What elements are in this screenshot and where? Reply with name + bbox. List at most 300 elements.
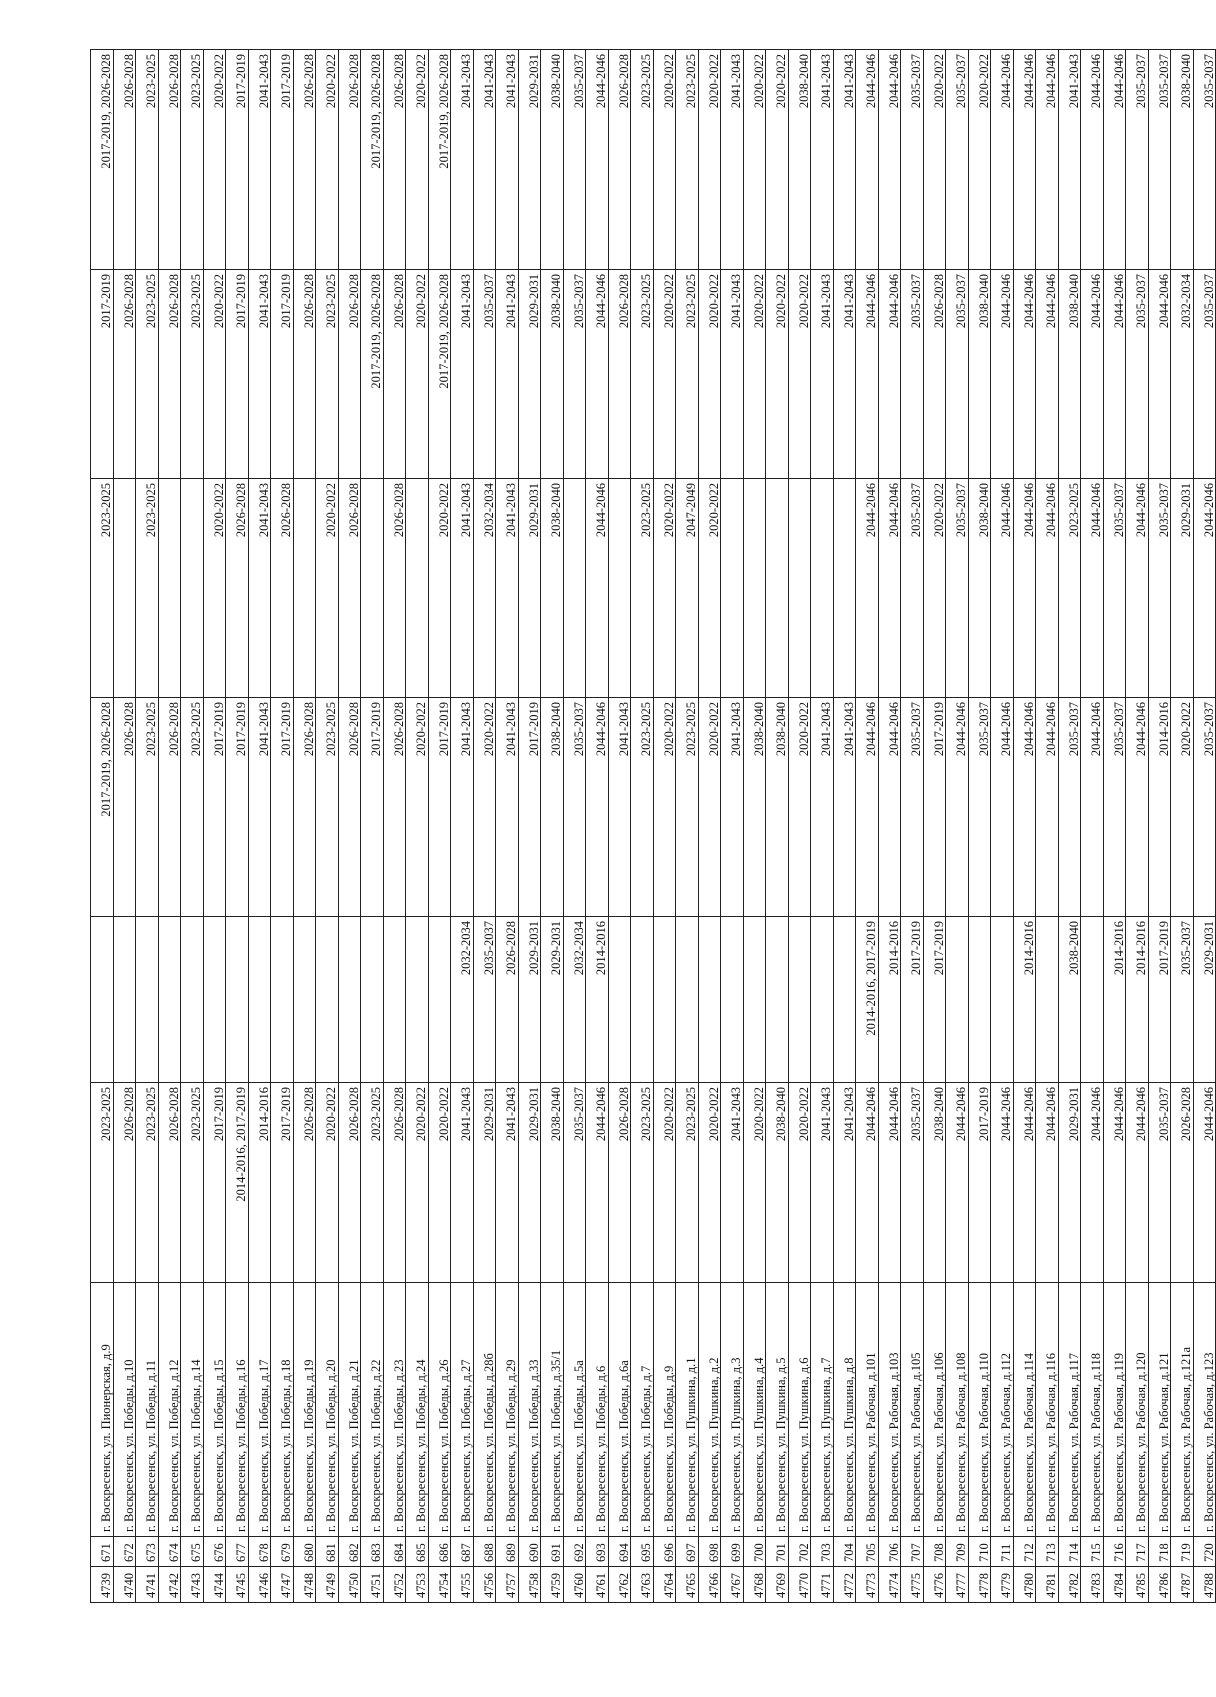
table-row (451, 50, 474, 1603)
item-number-cell: 711 (991, 1537, 1014, 1567)
table-row (1013, 50, 1036, 1603)
period-e-cell: 2041-2043 (721, 270, 744, 479)
period-a-cell: 2026-2028 (113, 1083, 136, 1283)
table-row (833, 50, 856, 1603)
period-b-cell (676, 917, 699, 1083)
address-cell: г. Воскресенск, ул. Пушкина, д.7 (811, 1283, 834, 1537)
period-c-cell: 2044-2046 (991, 698, 1014, 917)
period-f-cell: 2035-2037 (901, 50, 924, 270)
table-row (653, 50, 676, 1603)
row-number-cell: 4766 (698, 1567, 721, 1603)
address-cell: г. Воскресенск, ул. Пушкина, д.4 (743, 1283, 766, 1537)
table-row (316, 50, 339, 1603)
period-b-cell (248, 917, 271, 1083)
address-cell: г. Воскресенск, ул. Пушкина, д.1 (676, 1283, 699, 1537)
period-d-cell (181, 479, 204, 698)
period-a-cell: 2044-2046 (586, 1083, 609, 1283)
period-b-cell (181, 917, 204, 1083)
period-a-cell: 2035-2037 (1148, 1083, 1171, 1283)
period-a-cell: 2026-2028 (383, 1083, 406, 1283)
period-a-cell: 2020-2022 (428, 1083, 451, 1283)
address-cell: г. Воскресенск, ул. Пушкина, д.8 (833, 1283, 856, 1537)
table-row (248, 50, 271, 1603)
period-e-cell: 2026-2028 (338, 270, 361, 479)
item-number-cell: 696 (653, 1537, 676, 1567)
period-c-cell: 2035-2037 (1058, 698, 1081, 917)
period-d-cell: 2044-2046 (1036, 479, 1059, 698)
period-b-cell (743, 917, 766, 1083)
address-cell: г. Воскресенск, ул. Победы, д.14 (181, 1283, 204, 1537)
period-d-cell: 2035-2037 (1148, 479, 1171, 698)
repair-schedule-table (90, 49, 1216, 1603)
address-cell: г. Воскресенск, ул. Победы, д.10 (113, 1283, 136, 1537)
period-a-cell: 2023-2025 (631, 1083, 654, 1283)
item-number-cell: 683 (361, 1537, 384, 1567)
address-cell: г. Воскресенск, ул. Победы, д.15 (203, 1283, 226, 1537)
period-c-cell: 2035-2037 (1193, 698, 1216, 917)
address-cell: г. Воскресенск, ул. Пушкина, д.2 (698, 1283, 721, 1537)
address-cell: г. Воскресенск, ул. Победы, д.6а (608, 1283, 631, 1537)
period-e-cell: 2017-2019 (271, 270, 294, 479)
row-number-cell: 4755 (451, 1567, 474, 1603)
period-d-cell: 2020-2022 (428, 479, 451, 698)
period-a-cell: 2038-2040 (923, 1083, 946, 1283)
item-number-cell: 703 (811, 1537, 834, 1567)
period-b-cell (338, 917, 361, 1083)
table-row (271, 50, 294, 1603)
address-cell: г. Воскресенск, ул. Победы, д.6 (586, 1283, 609, 1537)
row-number-cell: 4754 (428, 1567, 451, 1603)
period-c-cell: 2026-2028 (158, 698, 181, 917)
period-d-cell: 2041-2043 (248, 479, 271, 698)
period-b-cell: 2035-2037 (473, 917, 496, 1083)
row-number-cell: 4788 (1193, 1567, 1216, 1603)
address-cell: г. Воскресенск, ул. Пушкина, д.6 (788, 1283, 811, 1537)
period-c-cell: 2026-2028 (293, 698, 316, 917)
period-d-cell (563, 479, 586, 698)
period-f-cell: 2044-2046 (1013, 50, 1036, 270)
item-number-cell: 713 (1036, 1537, 1059, 1567)
period-c-cell: 2020-2022 (653, 698, 676, 917)
period-b-cell (811, 917, 834, 1083)
period-f-cell: 2041-2043 (451, 50, 474, 270)
period-d-cell: 2044-2046 (1193, 479, 1216, 698)
period-b-cell: 2029-2031 (1193, 917, 1216, 1083)
period-a-cell: 2044-2046 (1193, 1083, 1216, 1283)
period-d-cell: 2044-2046 (878, 479, 901, 698)
period-c-cell: 2017-2019 (428, 698, 451, 917)
period-f-cell: 2023-2025 (181, 50, 204, 270)
address-cell: г. Воскресенск, ул. Рабочая, д.108 (946, 1283, 969, 1537)
period-e-cell: 2017-2019 (91, 270, 114, 479)
table-row (811, 50, 834, 1603)
item-number-cell: 692 (563, 1537, 586, 1567)
table-row (1148, 50, 1171, 1603)
period-b-cell: 2035-2037 (1171, 917, 1194, 1083)
period-a-cell: 2026-2028 (608, 1083, 631, 1283)
period-d-cell: 2023-2025 (1058, 479, 1081, 698)
period-c-cell: 2044-2046 (1013, 698, 1036, 917)
period-d-cell: 2020-2022 (316, 479, 339, 698)
item-number-cell: 714 (1058, 1537, 1081, 1567)
period-a-cell: 2044-2046 (1013, 1083, 1036, 1283)
address-cell: г. Воскресенск, ул. Победы, д.17 (248, 1283, 271, 1537)
address-cell: г. Воскресенск, ул. Победы, д.18 (271, 1283, 294, 1537)
period-e-cell: 2041-2043 (833, 270, 856, 479)
item-number-cell: 688 (473, 1537, 496, 1567)
period-d-cell: 2023-2025 (136, 479, 159, 698)
period-b-cell (991, 917, 1014, 1083)
address-cell: г. Воскресенск, ул. Победы, д.21 (338, 1283, 361, 1537)
period-f-cell: 2035-2037 (1193, 50, 1216, 270)
period-a-cell: 2044-2046 (856, 1083, 879, 1283)
row-number-cell: 4747 (271, 1567, 294, 1603)
row-number-cell: 4779 (991, 1567, 1014, 1603)
item-number-cell: 677 (226, 1537, 249, 1567)
period-c-cell: 2041-2043 (721, 698, 744, 917)
period-b-cell: 2038-2040 (1058, 917, 1081, 1083)
rotated-page (90, 50, 1214, 1603)
period-d-cell (406, 479, 429, 698)
table-row (136, 50, 159, 1603)
period-a-cell: 2044-2046 (1126, 1083, 1149, 1283)
item-number-cell: 691 (541, 1537, 564, 1567)
period-b-cell: 2014-2016 (586, 917, 609, 1083)
table-row (158, 50, 181, 1603)
period-e-cell: 2017-2019, 2026-2028 (428, 270, 451, 479)
table-row (496, 50, 519, 1603)
item-number-cell: 698 (698, 1537, 721, 1567)
period-c-cell: 2026-2028 (338, 698, 361, 917)
period-d-cell (361, 479, 384, 698)
period-a-cell: 2023-2025 (676, 1083, 699, 1283)
row-number-cell: 4778 (968, 1567, 991, 1603)
table-row (406, 50, 429, 1603)
table-row (1171, 50, 1194, 1603)
table-row (1193, 50, 1216, 1603)
table-row (968, 50, 991, 1603)
period-d-cell (608, 479, 631, 698)
period-d-cell: 2044-2046 (856, 479, 879, 698)
period-f-cell: 2017-2019 (271, 50, 294, 270)
period-b-cell (1036, 917, 1059, 1083)
period-b-cell (833, 917, 856, 1083)
period-a-cell: 2017-2019 (203, 1083, 226, 1283)
row-number-cell: 4750 (338, 1567, 361, 1603)
period-f-cell: 2023-2025 (136, 50, 159, 270)
period-b-cell: 2032-2034 (451, 917, 474, 1083)
period-e-cell: 2044-2046 (586, 270, 609, 479)
item-number-cell: 675 (181, 1537, 204, 1567)
period-f-cell: 2041-2043 (721, 50, 744, 270)
period-a-cell: 2014-2016, 2017-2019 (226, 1083, 249, 1283)
period-d-cell (113, 479, 136, 698)
period-c-cell: 2044-2046 (856, 698, 879, 917)
period-d-cell (721, 479, 744, 698)
table-row (1058, 50, 1081, 1603)
address-cell: г. Воскресенск, ул. Пушкина, д.3 (721, 1283, 744, 1537)
period-c-cell: 2023-2025 (676, 698, 699, 917)
period-d-cell (766, 479, 789, 698)
row-number-cell: 4769 (766, 1567, 789, 1603)
table-row (676, 50, 699, 1603)
row-number-cell: 4762 (608, 1567, 631, 1603)
period-e-cell: 2023-2025 (676, 270, 699, 479)
period-d-cell: 2044-2046 (991, 479, 1014, 698)
item-number-cell: 712 (1013, 1537, 1036, 1567)
period-c-cell: 2041-2043 (496, 698, 519, 917)
item-number-cell: 719 (1171, 1537, 1194, 1567)
period-b-cell (608, 917, 631, 1083)
item-number-cell: 708 (923, 1537, 946, 1567)
period-e-cell: 2032-2034 (1171, 270, 1194, 479)
period-d-cell: 2044-2046 (586, 479, 609, 698)
period-f-cell: 2041-2043 (473, 50, 496, 270)
period-a-cell: 2038-2040 (541, 1083, 564, 1283)
address-cell: г. Воскресенск, ул. Победы, д.28б (473, 1283, 496, 1537)
item-number-cell: 673 (136, 1537, 159, 1567)
item-number-cell: 695 (631, 1537, 654, 1567)
period-c-cell: 2035-2037 (563, 698, 586, 917)
period-d-cell: 2020-2022 (653, 479, 676, 698)
row-number-cell: 4774 (878, 1567, 901, 1603)
address-cell: г. Воскресенск, ул. Победы, д.12 (158, 1283, 181, 1537)
period-f-cell: 2038-2040 (1171, 50, 1194, 270)
period-b-cell (406, 917, 429, 1083)
row-number-cell: 4761 (586, 1567, 609, 1603)
period-f-cell: 2044-2046 (878, 50, 901, 270)
period-a-cell: 2026-2028 (293, 1083, 316, 1283)
row-number-cell: 4773 (856, 1567, 879, 1603)
period-c-cell: 2017-2019, 2026-2028 (91, 698, 114, 917)
period-b-cell (136, 917, 159, 1083)
item-number-cell: 681 (316, 1537, 339, 1567)
period-a-cell: 2020-2022 (406, 1083, 429, 1283)
row-number-cell: 4765 (676, 1567, 699, 1603)
item-number-cell: 690 (518, 1537, 541, 1567)
row-number-cell: 4757 (496, 1567, 519, 1603)
period-c-cell: 2020-2022 (788, 698, 811, 917)
table-row (698, 50, 721, 1603)
period-e-cell: 2044-2046 (991, 270, 1014, 479)
period-f-cell: 2026-2028 (158, 50, 181, 270)
row-number-cell: 4749 (316, 1567, 339, 1603)
item-number-cell: 707 (901, 1537, 924, 1567)
item-number-cell: 689 (496, 1537, 519, 1567)
period-b-cell (698, 917, 721, 1083)
period-a-cell: 2044-2046 (946, 1083, 969, 1283)
period-c-cell: 2014-2016 (1148, 698, 1171, 917)
period-c-cell: 2041-2043 (811, 698, 834, 917)
table-row (181, 50, 204, 1603)
table-row (293, 50, 316, 1603)
table-row (743, 50, 766, 1603)
period-e-cell: 2035-2037 (1126, 270, 1149, 479)
item-number-cell: 710 (968, 1537, 991, 1567)
period-f-cell: 2026-2028 (338, 50, 361, 270)
period-a-cell: 2023-2025 (91, 1083, 114, 1283)
address-cell: г. Воскресенск, ул. Пионерская, д.9 (91, 1283, 114, 1537)
row-number-cell: 4784 (1103, 1567, 1126, 1603)
period-f-cell: 2038-2040 (541, 50, 564, 270)
row-number-cell: 4763 (631, 1567, 654, 1603)
period-c-cell: 2041-2043 (833, 698, 856, 917)
address-cell: г. Воскресенск, ул. Победы, д.35/1 (541, 1283, 564, 1537)
period-c-cell: 2017-2019 (923, 698, 946, 917)
item-number-cell: 678 (248, 1537, 271, 1567)
period-e-cell: 2020-2022 (766, 270, 789, 479)
period-a-cell: 2017-2019 (968, 1083, 991, 1283)
row-number-cell: 4785 (1126, 1567, 1149, 1603)
row-number-cell: 4756 (473, 1567, 496, 1603)
address-cell: г. Воскресенск, ул. Рабочая, д.123 (1193, 1283, 1216, 1537)
table-row (91, 50, 114, 1603)
period-e-cell: 2026-2028 (608, 270, 631, 479)
period-e-cell: 2041-2043 (248, 270, 271, 479)
item-number-cell: 709 (946, 1537, 969, 1567)
period-b-cell (653, 917, 676, 1083)
table-row (946, 50, 969, 1603)
period-b-cell: 2017-2019 (1148, 917, 1171, 1083)
period-b-cell: 2029-2031 (541, 917, 564, 1083)
period-f-cell: 2020-2022 (743, 50, 766, 270)
address-cell: г. Воскресенск, ул. Рабочая, д.105 (901, 1283, 924, 1537)
period-c-cell: 2041-2043 (608, 698, 631, 917)
period-e-cell: 2035-2037 (563, 270, 586, 479)
period-f-cell: 2023-2025 (676, 50, 699, 270)
period-c-cell: 2026-2028 (383, 698, 406, 917)
period-b-cell (226, 917, 249, 1083)
address-cell: г. Воскресенск, ул. Победы, д.7 (631, 1283, 654, 1537)
item-number-cell: 697 (676, 1537, 699, 1567)
period-c-cell: 2044-2046 (878, 698, 901, 917)
item-number-cell: 684 (383, 1537, 406, 1567)
period-f-cell: 2026-2028 (293, 50, 316, 270)
period-e-cell: 2023-2025 (316, 270, 339, 479)
period-c-cell: 2017-2019 (518, 698, 541, 917)
address-cell: г. Воскресенск, ул. Победы, д.23 (383, 1283, 406, 1537)
item-number-cell: 699 (721, 1537, 744, 1567)
row-number-cell: 4743 (181, 1567, 204, 1603)
table-row (1081, 50, 1104, 1603)
period-d-cell: 2023-2025 (91, 479, 114, 698)
period-c-cell: 2017-2019 (226, 698, 249, 917)
row-number-cell: 4786 (1148, 1567, 1171, 1603)
address-cell: г. Воскресенск, ул. Пушкина, д.5 (766, 1283, 789, 1537)
period-c-cell: 2044-2046 (1081, 698, 1104, 917)
address-cell: г. Воскресенск, ул. Победы, д.16 (226, 1283, 249, 1537)
address-cell: г. Воскресенск, ул. Рабочая, д.103 (878, 1283, 901, 1537)
period-f-cell: 2017-2019, 2026-2028 (361, 50, 384, 270)
period-d-cell: 2038-2040 (541, 479, 564, 698)
period-d-cell: 2029-2031 (518, 479, 541, 698)
period-f-cell: 2044-2046 (1103, 50, 1126, 270)
row-number-cell: 4781 (1036, 1567, 1059, 1603)
row-number-cell: 4744 (203, 1567, 226, 1603)
period-b-cell (91, 917, 114, 1083)
period-d-cell: 2032-2034 (473, 479, 496, 698)
row-number-cell: 4745 (226, 1567, 249, 1603)
period-d-cell: 2026-2028 (271, 479, 294, 698)
period-e-cell: 2023-2025 (181, 270, 204, 479)
period-f-cell: 2023-2025 (631, 50, 654, 270)
period-a-cell: 2038-2040 (766, 1083, 789, 1283)
period-f-cell: 2035-2037 (1126, 50, 1149, 270)
period-a-cell: 2026-2028 (1171, 1083, 1194, 1283)
period-e-cell: 2041-2043 (811, 270, 834, 479)
period-d-cell: 2044-2046 (1126, 479, 1149, 698)
period-c-cell: 2035-2037 (901, 698, 924, 917)
period-f-cell: 2044-2046 (856, 50, 879, 270)
address-cell: г. Воскресенск, ул. Рабочая, д.101 (856, 1283, 879, 1537)
period-c-cell: 2020-2022 (698, 698, 721, 917)
period-b-cell: 2032-2034 (563, 917, 586, 1083)
table-row (518, 50, 541, 1603)
address-cell: г. Воскресенск, ул. Победы, д.29 (496, 1283, 519, 1537)
row-number-cell: 4780 (1013, 1567, 1036, 1603)
period-e-cell: 2044-2046 (1103, 270, 1126, 479)
address-cell: г. Воскресенск, ул. Рабочая, д.116 (1036, 1283, 1059, 1537)
period-b-cell (968, 917, 991, 1083)
row-number-cell: 4787 (1171, 1567, 1194, 1603)
period-d-cell: 2026-2028 (226, 479, 249, 698)
table-row (338, 50, 361, 1603)
period-f-cell: 2041-2043 (1058, 50, 1081, 270)
period-f-cell: 2044-2046 (586, 50, 609, 270)
table-row (608, 50, 631, 1603)
period-e-cell: 2020-2022 (743, 270, 766, 479)
row-number-cell: 4741 (136, 1567, 159, 1603)
period-c-cell: 2017-2019 (271, 698, 294, 917)
table-row (923, 50, 946, 1603)
period-c-cell: 2020-2022 (473, 698, 496, 917)
period-b-cell: 2026-2028 (496, 917, 519, 1083)
period-a-cell: 2026-2028 (158, 1083, 181, 1283)
row-number-cell: 4764 (653, 1567, 676, 1603)
period-c-cell: 2038-2040 (541, 698, 564, 917)
table-row (1036, 50, 1059, 1603)
item-number-cell: 672 (113, 1537, 136, 1567)
period-d-cell: 2023-2025 (631, 479, 654, 698)
period-b-cell (293, 917, 316, 1083)
period-b-cell (113, 917, 136, 1083)
period-e-cell: 2020-2022 (788, 270, 811, 479)
period-e-cell: 2023-2025 (136, 270, 159, 479)
period-a-cell: 2041-2043 (451, 1083, 474, 1283)
item-number-cell: 676 (203, 1537, 226, 1567)
item-number-cell: 685 (406, 1537, 429, 1567)
row-number-cell: 4775 (901, 1567, 924, 1603)
table-row (991, 50, 1014, 1603)
period-c-cell: 2044-2046 (586, 698, 609, 917)
address-cell: г. Воскресенск, ул. Победы, д.11 (136, 1283, 159, 1537)
period-b-cell: 2017-2019 (901, 917, 924, 1083)
period-d-cell (158, 479, 181, 698)
period-e-cell: 2035-2037 (946, 270, 969, 479)
table-row (878, 50, 901, 1603)
row-number-cell: 4772 (833, 1567, 856, 1603)
row-number-cell: 4753 (406, 1567, 429, 1603)
row-number-cell: 4771 (811, 1567, 834, 1603)
period-c-cell: 2041-2043 (451, 698, 474, 917)
period-f-cell: 2020-2022 (968, 50, 991, 270)
period-b-cell: 2029-2031 (518, 917, 541, 1083)
row-number-cell: 4768 (743, 1567, 766, 1603)
period-f-cell: 2026-2028 (113, 50, 136, 270)
period-d-cell (833, 479, 856, 698)
address-cell: г. Воскресенск, ул. Рабочая, д.117 (1058, 1283, 1081, 1537)
period-f-cell: 2044-2046 (991, 50, 1014, 270)
